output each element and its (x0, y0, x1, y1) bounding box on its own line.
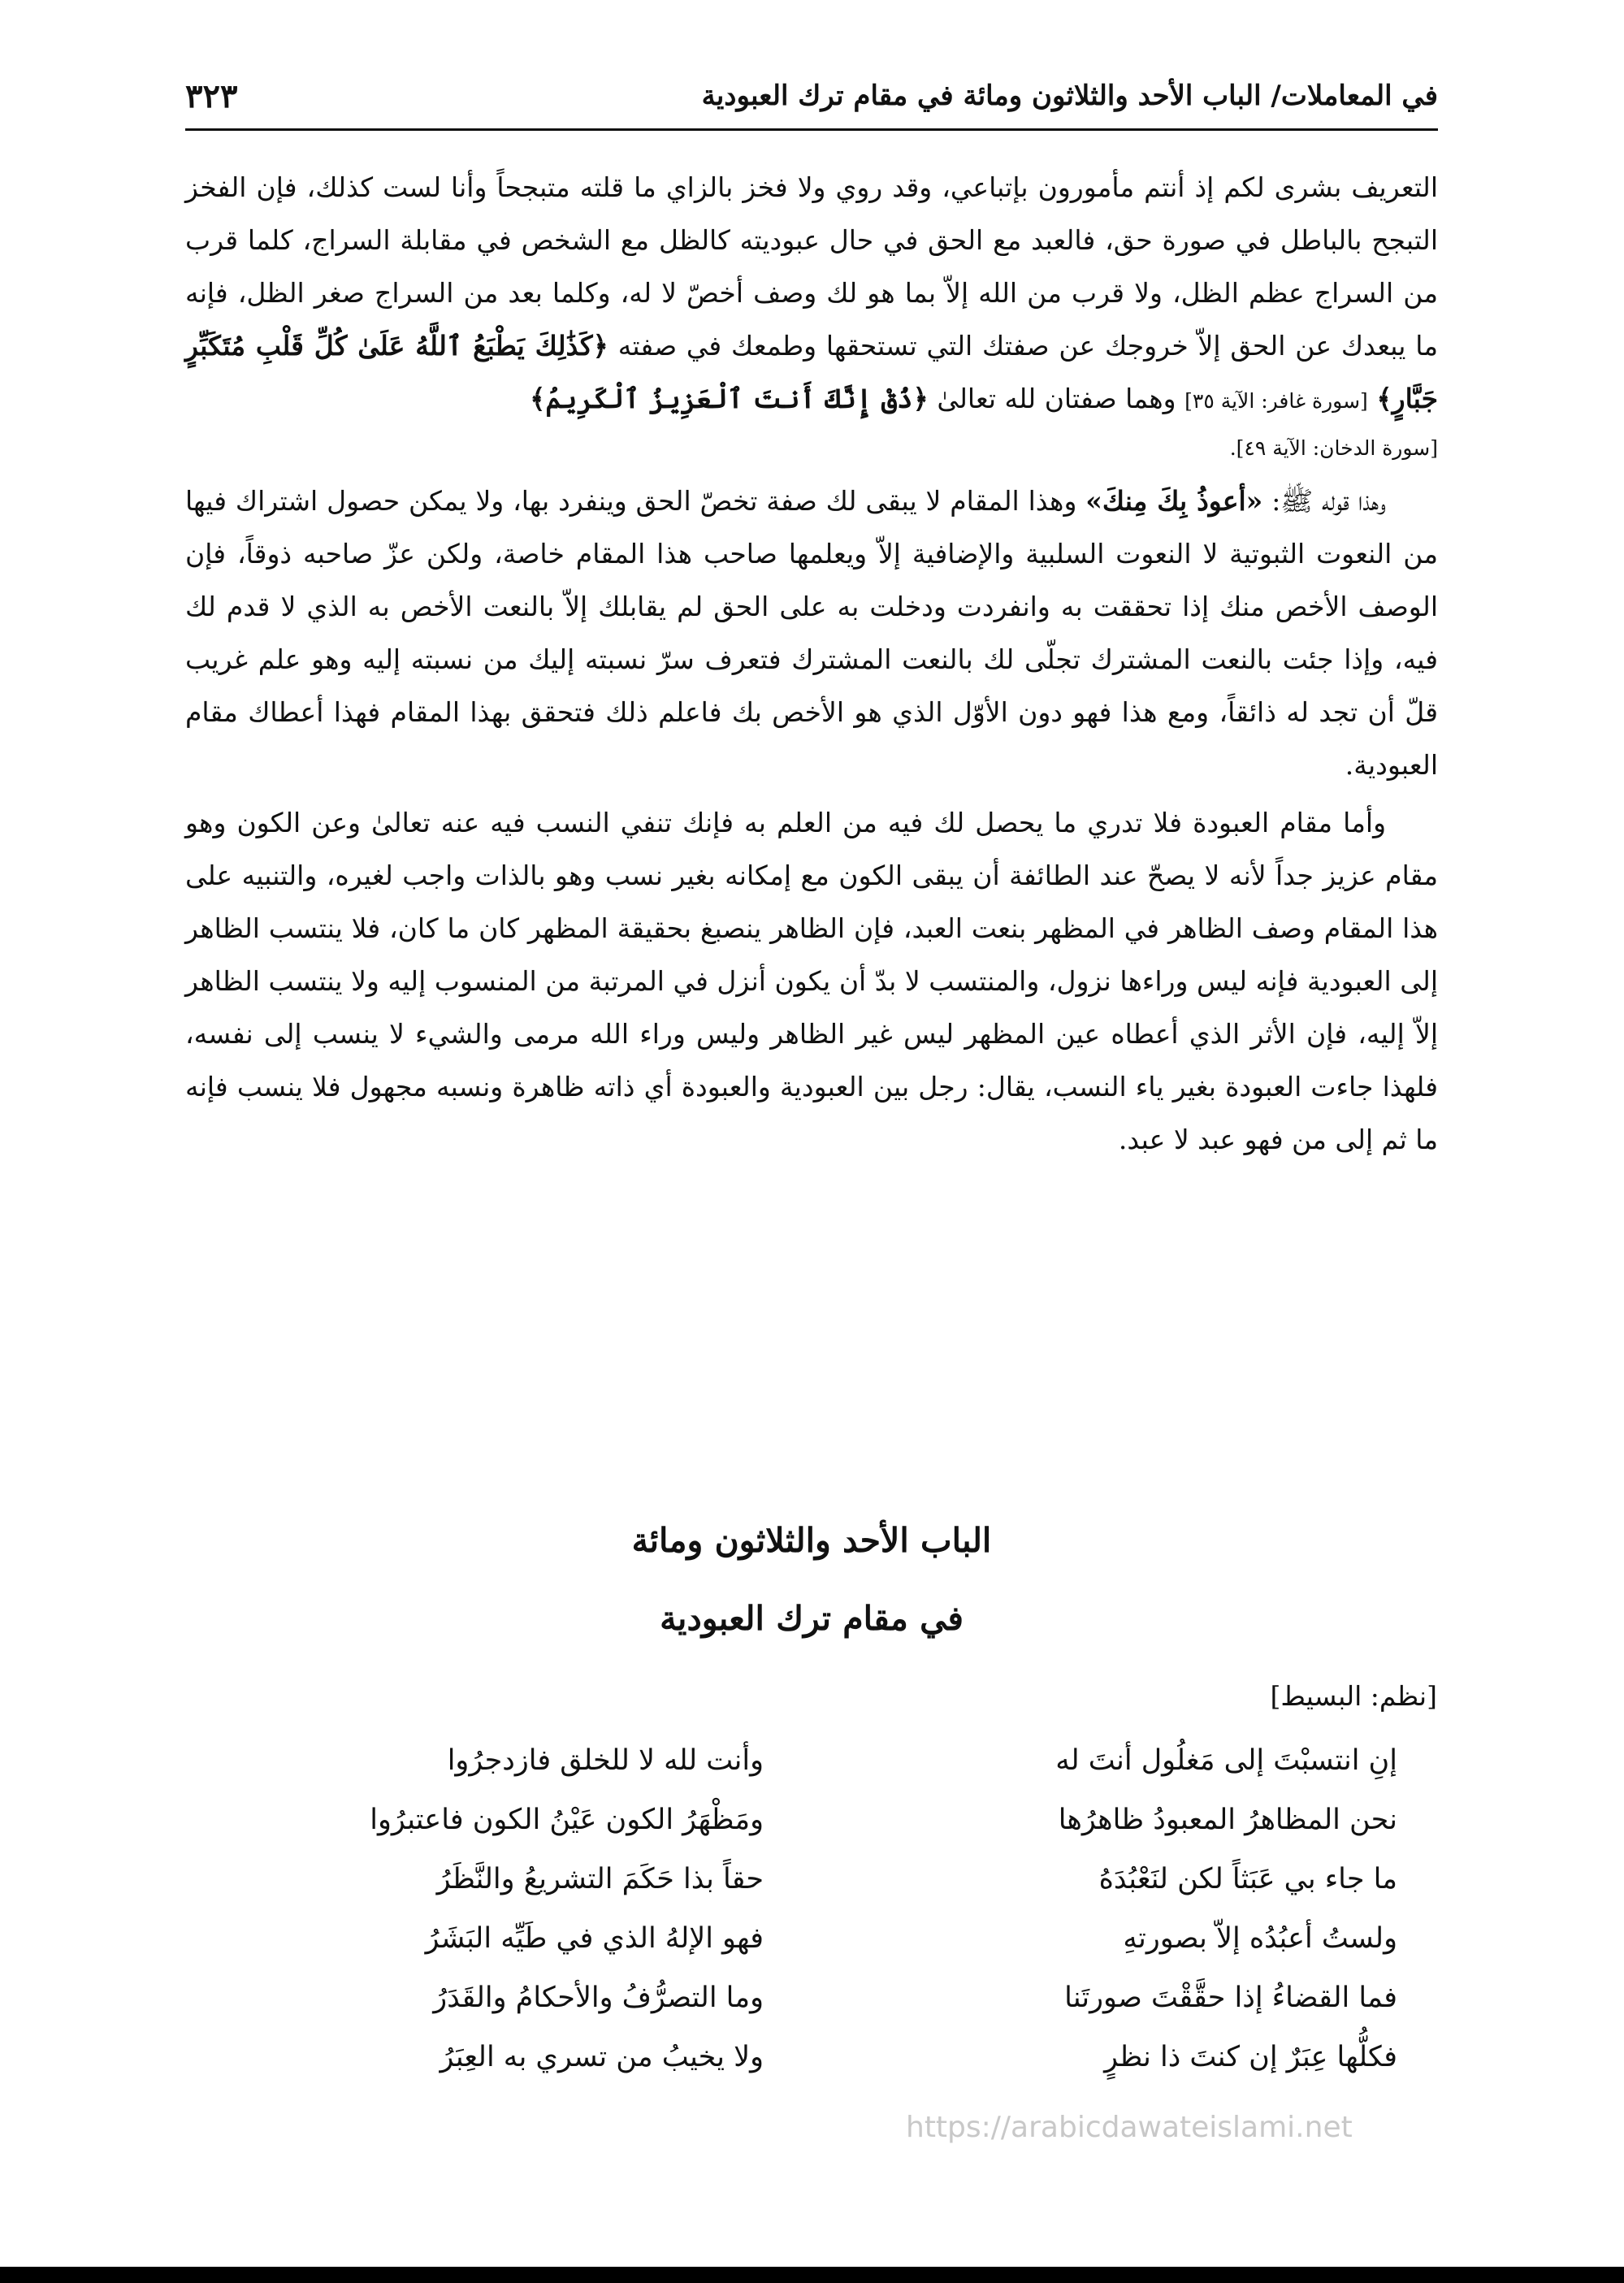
verse-first-hemistich: ولستُ أعبُدُه إلاّ بصورتهِ (1123, 1921, 1397, 1955)
verse-row (227, 1731, 1397, 1790)
quran-verse-1: ﴿كَذَٰلِكَ يَطْبَعُ ٱللَّهُ عَلَىٰ كُلِّ قَلْبِ مُتَكَبِّرٍ جَبَّارٍ﴾ (185, 330, 1438, 414)
verse-row (227, 1908, 1397, 1968)
verse-second-hemistich: ولا يخيبُ من تسري به العِبَرُ (440, 2040, 764, 2073)
hadith-quote: «أعوذُ بِكَ مِنكَ» (1085, 485, 1263, 517)
running-header (185, 63, 1438, 131)
scan-bottom-border (0, 2267, 1624, 2283)
paragraph-2 (185, 474, 1438, 791)
verse-row (227, 2027, 1397, 2086)
quran-reference-2: [سورة الدخان: الآية ٤٩]. (1229, 436, 1438, 460)
paragraph-3: وأما مقام العبودة فلا تدري ما يحصل لك فيه من العلم به فإنك تنفي النسب فيه عنه تعالىٰ وعن الكون وهو مقام عزيز جداً لأنه لا يصحّ عند الطائفة أن يبقى الكون مع إمكانه بغير نسب وهو بالذات واجب لغيره، والتنبيه على هذا المقام وصف الظاهر في المظهر بنعت العبد، فإن الظاهر ينصبغ بحقيقة المظهر كان ما كان، فلا ينتسب الظاهر إلى العبودية فإنه ليس وراءها نزول، والمنتسب لا بدّ أن يكون أنزل في المرتبة من المنسوب إليه ولا ينتسب الظاهر إلاّ إليه، فإن الأثر الذي أعطاه عين المظهر ليس غير الظاهر وليس وراء الله مرمى والشيء لا ينسب إلى نفسه، فلهذا جاءت العبودة بغير ياء النسب، يقال: رجل بين العبودية والعبودة أي ذاته ظاهرة ونسبه مجهول فلا ينسب فإنه ما ثم إلى من فهو عبد لا عبد. (185, 807, 1438, 1155)
paragraph-2-start: وهذا قوله ﷺ: (1271, 485, 1386, 517)
quran-verse-2: ﴿ذُقْ إِنَّكَ أَنتَ ٱلْعَزِيزُ ٱلْكَرِيمُ﴾ (530, 383, 929, 414)
verse-second-hemistich: وأنت لله لا للخلق فازدجرُوا (447, 1744, 764, 1777)
chapter-subtitle: في مقام ترك العبودية (660, 1599, 964, 1638)
verse-second-hemistich: ومَظْهَرُ الكون عَيْنُ الكون فاعتبرُوا (370, 1803, 764, 1836)
verse-row (227, 1968, 1397, 2027)
body-text (185, 161, 1438, 1166)
header-title: في المعاملات/ الباب الأحد والثلاثون ومائة في مقام ترك العبودية (701, 80, 1438, 112)
verse-second-hemistich: وما التصرُّفُ والأحكامُ والقَدَرُ (433, 1981, 764, 2014)
verse-second-hemistich: فهو الإلهُ الذي في طَيِّه البَشَرُ (425, 1921, 764, 1955)
verse-row (227, 1790, 1397, 1849)
verse-first-hemistich: نحن المظاهرُ المعبودُ ظاهرُها (1058, 1803, 1397, 1836)
page-number: ٣٢٣ (185, 76, 238, 115)
watermark-url: https://arabicdawateislami.net (906, 2111, 1353, 2144)
poem-meter: [نظم: البسيط] (1270, 1680, 1437, 1712)
verse-first-hemistich: إنِ انتسبْتَ إلى مَغلُول أنتَ له (1055, 1744, 1397, 1777)
paragraph-1-mid: وهما صفتان لله تعالىٰ (937, 383, 1176, 414)
poem-verses (227, 1731, 1397, 2086)
chapter-title: الباب الأحد والثلاثون ومائة (631, 1521, 992, 1560)
paragraph-1 (185, 161, 1438, 427)
verse-second-hemistich: حقاً بذا حَكَمَ التشريعُ والنَّظَرُ (436, 1862, 764, 1895)
verse-row (227, 1849, 1397, 1908)
verse-first-hemistich: فما القضاءُ إذا حقَّقْتَ صورتَنا (1064, 1981, 1397, 2014)
verse-first-hemistich: ما جاء بي عَبَثاً لكن لنَعْبُدَهُ (1098, 1862, 1397, 1895)
paragraph-2-rest: وهذا المقام لا يبقى لك صفة تخصّ الحق وينفرد بها، ولا يمكن حصول اشتراك فيها من النعوت الثبوتية لا النعوت السلبية والإضافية إلاّ ويعلمها صاحب هذا المقام خاصة، ولكن عزّ صاحبه ذوقاً، فإن الوصف الأخص منك إذا تحققت به وانفردت ودخلت به على الحق لم يقابلك إلاّ بالنعت الأخص به الذي لا قدم لك فيه، وإذا جئت بالنعت المشترك تجلّى لك بالنعت المشترك فتعرف سرّ نسبته إليك من نسبته إليه وهو علم غريب قلّ أن تجد له ذائقاً، ومع هذا فهو دون الأوّل الذي هو الأخص بك فاعلم ذلك فتحقق بهذا المقام فهذا أعطاك مقام العبودية. (185, 485, 1438, 781)
paragraph-1-text: التعريف بشرى لكم إذ أنتم مأمورون بإتباعي، وقد روي ولا فخز بالزاي ما قلته متبجحاً وأنا لست كذلك، فإن الفخز التبجح بالباطل في صورة حق، فالعبد مع الحق في حال عبوديته كالظل مع الشخص في مقابلة السراج، كلما قرب من السراج عظم الظل، ولا قرب من الله إلاّ بما هو لك وصف أخصّ لا له، وكلما بعد من السراج صغر الظل، فإنه ما يبعدك عن الحق إلاّ خروجك عن صفتك التي تستحقها وطمعك في صفته (185, 171, 1438, 362)
quran-reference-1: [سورة غافر: الآية ٣٥] (1184, 389, 1368, 413)
verse-first-hemistich: فكلُّها عِبَرٌ إن كنتَ ذا نظرٍ (1104, 2040, 1397, 2073)
